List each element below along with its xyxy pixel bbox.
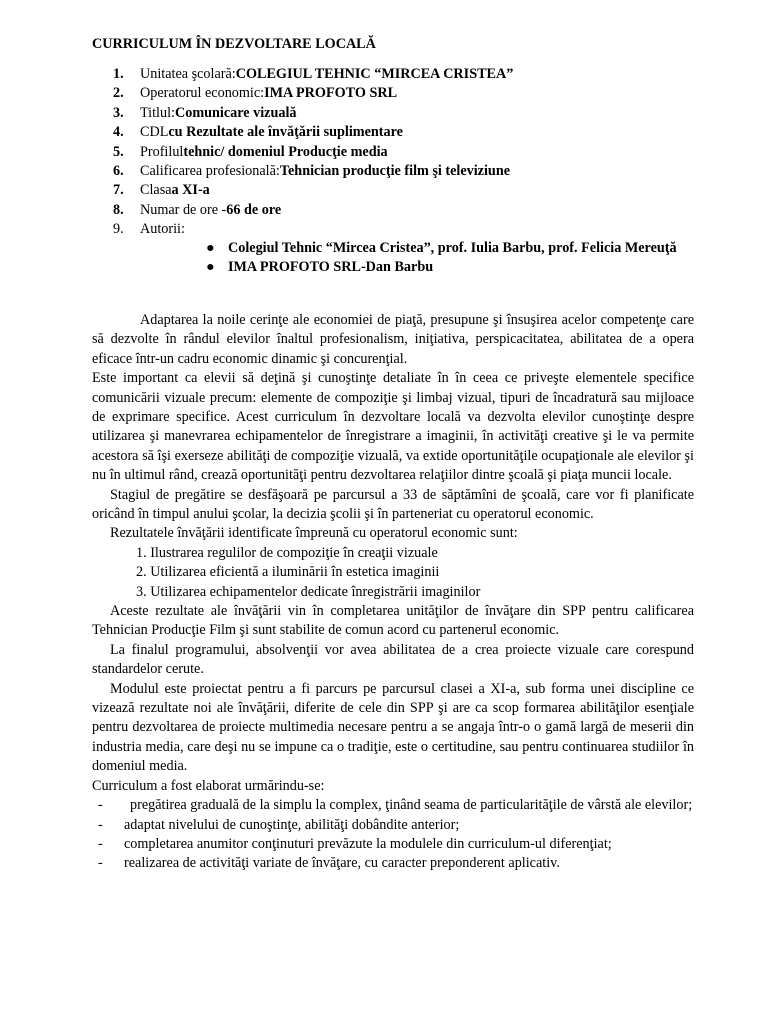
item-value: Tehnician producţie film şi televiziune [279,162,511,179]
author-item [206,258,693,277]
item-label: CDL [140,124,169,141]
result-item: 3. Utilizarea echipamentelor dedicate înregistrării imaginilor [136,583,481,600]
item-number: 3. [113,104,124,121]
item-value: a XI-a [171,182,210,199]
document-title: CURRICULUM ÎN DEZVOLTARE LOCALĂ [92,36,376,52]
criteria-item [92,816,694,835]
item-label: Numar de ore - [140,201,227,218]
paragraph-graduates: La finalul programului, absolvenţii vor avea abilitatea de a crea proiecte vizuale care corespund standardelor cerute. [92,641,694,678]
author-text: IMA PROFOTO SRL-Dan Barbu [228,259,434,276]
item-number: 6. [113,162,124,179]
paragraph-elaboration: Curriculum a fost elaborat urmărindu-se: [92,777,325,794]
info-item [113,181,713,200]
info-item [113,104,713,123]
author-item [206,239,693,258]
result-item: 2. Utilizarea eficientă a iluminării în estetica imaginii [136,564,440,581]
criteria-text: pregătirea graduală de la simplu la complex, ţinând seama de particularităţile de vârstă ale elevilor; [130,797,693,814]
criteria-item [92,835,694,854]
authors-list [206,239,693,278]
criteria-list [92,796,694,874]
item-value: 66 de ore [226,201,282,218]
info-list [113,65,713,240]
item-number: 5. [113,143,124,160]
item-number: 2. [113,85,124,102]
criteria-item [92,854,694,873]
info-item [113,220,713,239]
bullet-icon: ● [206,259,215,276]
dash-icon: - [98,855,103,872]
item-number: 4. [113,124,124,141]
item-label: Unitatea şcolară: [140,66,236,82]
paragraph-intro: Adaptarea la noile cerinţe ale economiei de piaţă, presupune şi însuşirea acelor competenţe care să dezvolte în rândul elevilor înaltul profesionalism, iniţiativa, perspicacitatea, abilitatea de a opera eficace într-un cadru economic dinamic şi concurenţial. [92,312,694,367]
item-label: Autorii: [140,221,185,238]
dash-icon: - [98,835,103,852]
dash-icon: - [98,797,103,814]
paragraph-results-intro: Rezultatele învăţării identificate împreună cu operatorul economic sunt: [110,525,518,542]
info-item [113,143,713,162]
criteria-text: realizarea de activităţi variate de învăţare, cu caracter preponderent aplicativ. [124,855,560,872]
info-item [113,123,713,142]
item-label: Profilul [140,143,184,160]
criteria-item [92,796,694,815]
item-label: Operatorul economic: [140,85,265,102]
item-value: cu Rezultate ale învăţării suplimentare [168,124,403,141]
paragraph-module: Modulul este proiectat pentru a fi parcurs pe parcursul clasei a XI-a, sub forma unei discipline ce vizează rezultate noi ale învăţării, diferite de cele din SPP şi are ca scop formarea abilităţilor esenţiale pentru dezvoltarea de proiecte multimedia necesare pentru a se angaja într-o o gamă largă de meserii din industria media, care deşi nu se impune ca o tradiţie, este o certitudine, sau pentru continuarea studiilor în domeniul media. [92,680,694,775]
item-label: Clasa [140,182,172,199]
item-number: 9. [113,221,124,238]
item-value: tehnic/ domeniul Producţie media [183,143,388,160]
item-number: 8. [113,201,124,218]
item-label: Titlul: [140,104,175,121]
info-item [113,201,713,220]
paragraph-internship: Stagiul de pregătire se desfăşoară pe parcursul a 33 de săptămîni de şcoală, care vor fi planificate oricând în timpul anului şcolar, la decizia şcolii şi în parteneriat cu operatorul economic. [92,486,694,523]
info-item [113,162,713,181]
body-text [92,311,694,874]
paragraph-importance: Este important ca elevii să deţină şi cunoştinţe detaliate în în ceea ce priveşte elementele specifice comunicării vizuale precum: elemente de compoziţie şi limbaj vizual, tipuri de încadratură sau mijloace de exprimare specifice. Acest curriculum în dezvoltare locală va dezvolta elevilor cunoştinţe despre utilizarea şi manevrarea echipamentelor de înregistrare a imaginii, în activităţi creative şi le va permite acestora să îşi exerseze abilităţi de compoziţie vizuală, va extide oportunităţile ocupaţionale ale elevilor şi nu în ultimul rând, crează oportunităţi pentru dezvoltarea relaţiilor dintre şcoală şi piaţa muncii locale. [92,370,694,484]
result-item: 1. Ilustrarea regulilor de compoziţie în creaţii vizuale [136,544,438,561]
item-value: IMA PROFOTO SRL [264,85,398,102]
results-list [92,544,694,602]
item-number: 7. [113,182,124,199]
info-item [113,84,713,103]
item-number: 1. [113,66,124,82]
item-label: Calificarea profesională: [140,162,280,179]
bullet-icon: ● [206,240,215,256]
item-value: COLEGIUL TEHNIC “MIRCEA CRISTEA” [235,66,514,82]
dash-icon: - [98,816,103,833]
criteria-text: adaptat nivelului de cunoştinţe, abilităţi dobândite anterior; [124,816,460,833]
author-text: Colegiul Tehnic “Mircea Cristea”, prof. Iulia Barbu, prof. Felicia Mereuţă [228,240,677,256]
paragraph-results-note: Aceste rezultate ale învăţării vin în completarea unităţilor de învăţare din SPP pentru calificarea Tehnician Producţie Film şi sunt stabilite de comun acord cu partenerul economic. [92,603,694,639]
criteria-text: completarea anumitor conţinuturi prevăzute la modulele din curriculum-ul diferenţiat; [124,835,612,852]
item-value: Comunicare vizuală [174,104,297,121]
info-item [113,65,713,84]
